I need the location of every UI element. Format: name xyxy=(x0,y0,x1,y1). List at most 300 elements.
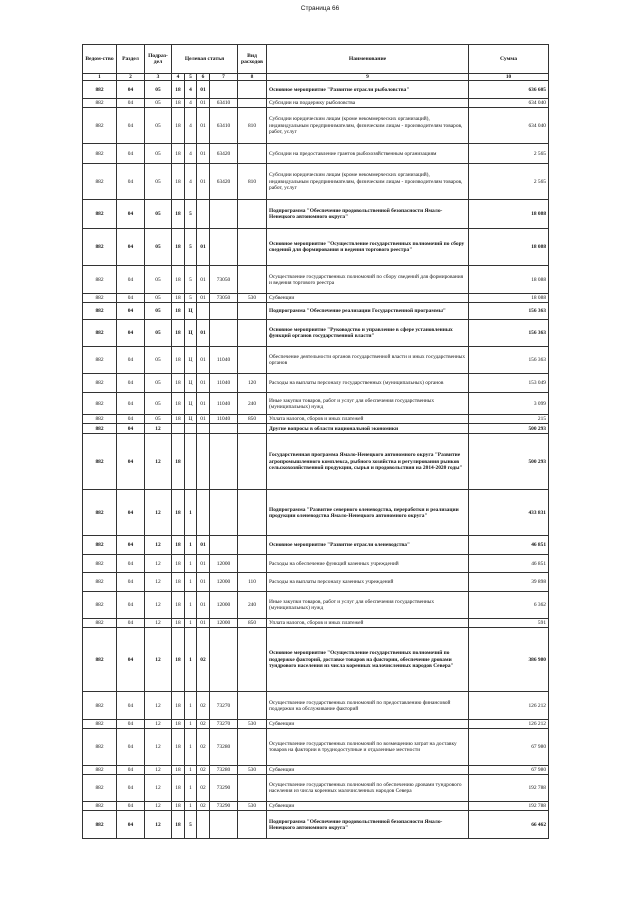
name-cell: Подпрограмма "Обеспечение продовольственной безопасности Ямало-Ненецкого автономного округа" xyxy=(267,200,469,229)
sum-cell: 192 788 xyxy=(469,802,549,811)
table-row xyxy=(83,200,549,229)
event-cell: 01 xyxy=(197,415,210,424)
table-row xyxy=(83,555,549,573)
program-cell: 18 xyxy=(172,766,185,775)
vid-cell xyxy=(238,775,267,802)
subprogram-cell: 1 xyxy=(185,573,197,592)
razdel-cell: 04 xyxy=(117,729,145,766)
ved-cell: 882 xyxy=(83,424,117,434)
direction-cell: 11040 xyxy=(210,415,238,424)
ved-cell: 882 xyxy=(83,729,117,766)
direction-cell xyxy=(210,490,238,536)
subprogram-cell: 5 xyxy=(185,200,197,229)
header-ved: Ведом-ство xyxy=(83,45,117,74)
sum-cell: 2 565 xyxy=(469,164,549,200)
podrazdel-cell: 05 xyxy=(145,200,172,229)
vid-cell xyxy=(238,144,267,164)
ved-cell: 882 xyxy=(83,393,117,415)
ved-cell: 882 xyxy=(83,294,117,303)
program-cell: 18 xyxy=(172,200,185,229)
direction-cell: 12000 xyxy=(210,555,238,573)
event-cell xyxy=(197,303,210,320)
sum-cell: 18 088 xyxy=(469,200,549,229)
direction-cell xyxy=(210,303,238,320)
direction-cell: 73050 xyxy=(210,266,238,294)
vid-cell xyxy=(238,692,267,720)
header-target-article: Целевая статья xyxy=(172,45,238,74)
razdel-cell: 04 xyxy=(117,573,145,592)
vid-cell xyxy=(238,811,267,839)
podrazdel-cell: 05 xyxy=(145,294,172,303)
program-cell: 18 xyxy=(172,393,185,415)
razdel-cell: 04 xyxy=(117,592,145,619)
podrazdel-cell: 12 xyxy=(145,490,172,536)
sum-cell: 153 049 xyxy=(469,374,549,393)
direction-cell: 63420 xyxy=(210,144,238,164)
subprogram-cell: 1 xyxy=(185,536,197,555)
table-row xyxy=(83,811,549,839)
event-cell xyxy=(197,490,210,536)
subprogram-cell: 4 xyxy=(185,164,197,200)
program-cell: 18 xyxy=(172,490,185,536)
program-cell: 18 xyxy=(172,374,185,393)
header-razdel: Раздел xyxy=(117,45,145,74)
column-number: 7 xyxy=(210,74,238,81)
column-number: 1 xyxy=(83,74,117,81)
column-number: 10 xyxy=(469,74,549,81)
header-name: Наименование xyxy=(267,45,469,74)
subprogram-cell: 5 xyxy=(185,266,197,294)
table-row xyxy=(83,393,549,415)
vid-cell: 850 xyxy=(238,415,267,424)
event-cell: 01 xyxy=(197,573,210,592)
table-row xyxy=(83,99,549,108)
sum-cell: 2 565 xyxy=(469,144,549,164)
subprogram-cell: 5 xyxy=(185,294,197,303)
vid-cell xyxy=(238,303,267,320)
direction-cell xyxy=(210,628,238,692)
subprogram-cell: 1 xyxy=(185,555,197,573)
direction-cell: 73050 xyxy=(210,294,238,303)
ved-cell: 882 xyxy=(83,573,117,592)
name-cell: Другие вопросы в области национальной экономики xyxy=(267,424,469,434)
razdel-cell: 04 xyxy=(117,720,145,729)
direction-cell xyxy=(210,229,238,266)
event-cell: 02 xyxy=(197,775,210,802)
ved-cell: 882 xyxy=(83,415,117,424)
podrazdel-cell: 05 xyxy=(145,347,172,374)
sum-cell: 3 099 xyxy=(469,393,549,415)
name-cell: Основное мероприятие "Осуществление государственных полномочий по поддержке факторий, доставке товаров на фактории, обеспечение дровами тундрового населения из числа коренных малочисленных народов Севера" xyxy=(267,628,469,692)
event-cell: 01 xyxy=(197,536,210,555)
direction-cell: 73290 xyxy=(210,775,238,802)
program-cell: 18 xyxy=(172,573,185,592)
vid-cell xyxy=(238,729,267,766)
event-cell: 01 xyxy=(197,229,210,266)
table-row xyxy=(83,266,549,294)
event-cell: 01 xyxy=(197,108,210,144)
table-row xyxy=(83,536,549,555)
ved-cell: 882 xyxy=(83,347,117,374)
razdel-cell: 04 xyxy=(117,434,145,490)
event-cell: 01 xyxy=(197,164,210,200)
razdel-cell: 04 xyxy=(117,164,145,200)
vid-cell: 810 xyxy=(238,108,267,144)
podrazdel-cell: 12 xyxy=(145,729,172,766)
sum-cell: 634 040 xyxy=(469,99,549,108)
vid-cell: 110 xyxy=(238,573,267,592)
program-cell: 18 xyxy=(172,692,185,720)
ved-cell: 882 xyxy=(83,229,117,266)
vid-cell xyxy=(238,200,267,229)
vid-cell xyxy=(238,229,267,266)
ved-cell: 882 xyxy=(83,766,117,775)
table-body xyxy=(83,81,549,839)
vid-cell xyxy=(238,347,267,374)
name-cell: Расходы на выплаты персоналу государственных (муниципальных) органов xyxy=(267,374,469,393)
event-cell: 02 xyxy=(197,729,210,766)
ved-cell: 882 xyxy=(83,555,117,573)
podrazdel-cell: 12 xyxy=(145,766,172,775)
podrazdel-cell: 12 xyxy=(145,720,172,729)
table-row xyxy=(83,108,549,144)
event-cell: 01 xyxy=(197,374,210,393)
event-cell: 02 xyxy=(197,628,210,692)
program-cell: 18 xyxy=(172,144,185,164)
event-cell: 01 xyxy=(197,619,210,628)
vid-cell: 530 xyxy=(238,720,267,729)
program-cell: 18 xyxy=(172,229,185,266)
program-cell: 18 xyxy=(172,294,185,303)
razdel-cell: 04 xyxy=(117,802,145,811)
ved-cell: 882 xyxy=(83,434,117,490)
subprogram-cell: 4 xyxy=(185,144,197,164)
subprogram-cell: 1 xyxy=(185,592,197,619)
name-cell: Субсидии на поддержку рыболовства xyxy=(267,99,469,108)
name-cell: Субсидии на предоставление грантов рыбохозяйственным организациям xyxy=(267,144,469,164)
ved-cell: 882 xyxy=(83,692,117,720)
subprogram-cell: 1 xyxy=(185,775,197,802)
podrazdel-cell: 12 xyxy=(145,628,172,692)
vid-cell xyxy=(238,81,267,99)
podrazdel-cell: 05 xyxy=(145,415,172,424)
sum-cell: 126 212 xyxy=(469,720,549,729)
subprogram-cell: 5 xyxy=(185,229,197,266)
razdel-cell: 04 xyxy=(117,775,145,802)
ved-cell: 882 xyxy=(83,490,117,536)
program-cell: 18 xyxy=(172,164,185,200)
podrazdel-cell: 12 xyxy=(145,802,172,811)
program-cell: 18 xyxy=(172,619,185,628)
subprogram-cell: Ц xyxy=(185,347,197,374)
column-number: 6 xyxy=(197,74,210,81)
razdel-cell: 04 xyxy=(117,619,145,628)
program-cell: 18 xyxy=(172,320,185,347)
ved-cell: 882 xyxy=(83,628,117,692)
vid-cell: 850 xyxy=(238,619,267,628)
column-number: 8 xyxy=(238,74,267,81)
subprogram-cell: Ц xyxy=(185,320,197,347)
subprogram-cell: 4 xyxy=(185,81,197,99)
name-cell: Основное мероприятие "Руководство и управление в сфере установленных функций органов государственной власти" xyxy=(267,320,469,347)
ved-cell: 882 xyxy=(83,200,117,229)
vid-cell: 530 xyxy=(238,802,267,811)
name-cell: Расходы на обеспечение функций казенных учреждений xyxy=(267,555,469,573)
vid-cell xyxy=(238,536,267,555)
razdel-cell: 04 xyxy=(117,200,145,229)
sum-cell: 46 851 xyxy=(469,536,549,555)
program-cell: 18 xyxy=(172,729,185,766)
name-cell: Подпрограмма "Обеспечение реализации Государственной программы" xyxy=(267,303,469,320)
vid-cell xyxy=(238,320,267,347)
direction-cell: 73270 xyxy=(210,720,238,729)
table-row xyxy=(83,164,549,200)
ved-cell: 882 xyxy=(83,164,117,200)
podrazdel-cell: 05 xyxy=(145,303,172,320)
table-row xyxy=(83,692,549,720)
table-row xyxy=(83,802,549,811)
name-cell: Обеспечение деятельности органов государственной власти и иных государственных органов xyxy=(267,347,469,374)
sum-cell: 500 293 xyxy=(469,424,549,434)
name-cell: Субвенции xyxy=(267,802,469,811)
event-cell: 01 xyxy=(197,555,210,573)
razdel-cell: 04 xyxy=(117,81,145,99)
table-row xyxy=(83,592,549,619)
name-cell: Основное мероприятие "Осуществление государственных полномочий по сбору сведений для формирования и ведения торгового реестра" xyxy=(267,229,469,266)
razdel-cell: 04 xyxy=(117,415,145,424)
table-row xyxy=(83,303,549,320)
podrazdel-cell: 05 xyxy=(145,393,172,415)
event-cell: 02 xyxy=(197,692,210,720)
column-number: 9 xyxy=(267,74,469,81)
sum-cell: 156 363 xyxy=(469,303,549,320)
podrazdel-cell: 05 xyxy=(145,229,172,266)
name-cell: Основное мероприятие "Развитие отрасли рыболовства" xyxy=(267,81,469,99)
subprogram-cell: Ц xyxy=(185,303,197,320)
name-cell: Осуществление государственных полномочий по предоставлению финансовой поддержки на обслуживание факторий xyxy=(267,692,469,720)
podrazdel-cell: 05 xyxy=(145,99,172,108)
table-row xyxy=(83,229,549,266)
event-cell: 01 xyxy=(197,266,210,294)
sum-cell: 636 605 xyxy=(469,81,549,99)
ved-cell: 882 xyxy=(83,811,117,839)
podrazdel-cell: 12 xyxy=(145,536,172,555)
ved-cell: 882 xyxy=(83,536,117,555)
sum-cell: 46 851 xyxy=(469,555,549,573)
name-cell: Субвенции xyxy=(267,766,469,775)
table-row xyxy=(83,720,549,729)
program-cell: 18 xyxy=(172,592,185,619)
table-row xyxy=(83,619,549,628)
ved-cell: 882 xyxy=(83,720,117,729)
subprogram-cell xyxy=(185,434,197,490)
razdel-cell: 04 xyxy=(117,320,145,347)
razdel-cell: 04 xyxy=(117,108,145,144)
razdel-cell: 04 xyxy=(117,99,145,108)
ved-cell: 882 xyxy=(83,108,117,144)
event-cell: 01 xyxy=(197,294,210,303)
podrazdel-cell: 12 xyxy=(145,692,172,720)
event-cell: 01 xyxy=(197,81,210,99)
direction-cell: 73270 xyxy=(210,692,238,720)
name-cell: Осуществление государственных полномочий по возмещению затрат на доставку товаров на фактории в труднодоступные и отдаленные местности xyxy=(267,729,469,766)
vid-cell xyxy=(238,99,267,108)
program-cell: 18 xyxy=(172,628,185,692)
ved-cell: 882 xyxy=(83,374,117,393)
sum-cell: 18 088 xyxy=(469,229,549,266)
table-row xyxy=(83,347,549,374)
program-cell: 18 xyxy=(172,536,185,555)
podrazdel-cell: 05 xyxy=(145,164,172,200)
podrazdel-cell: 12 xyxy=(145,592,172,619)
table-row xyxy=(83,320,549,347)
sum-cell: 591 xyxy=(469,619,549,628)
sum-cell: 156 363 xyxy=(469,347,549,374)
vid-cell: 240 xyxy=(238,592,267,619)
sum-cell: 66 462 xyxy=(469,811,549,839)
ved-cell: 882 xyxy=(83,266,117,294)
direction-cell: 11040 xyxy=(210,374,238,393)
podrazdel-cell: 12 xyxy=(145,619,172,628)
podrazdel-cell: 05 xyxy=(145,266,172,294)
subprogram-cell: 1 xyxy=(185,490,197,536)
sum-cell: 39 898 xyxy=(469,573,549,592)
podrazdel-cell: 05 xyxy=(145,108,172,144)
header-vid-rashodov: Вид расходов xyxy=(238,45,267,74)
subprogram-cell: 1 xyxy=(185,802,197,811)
column-number-row xyxy=(83,74,549,81)
program-cell: 18 xyxy=(172,811,185,839)
subprogram-cell: 1 xyxy=(185,729,197,766)
subprogram-cell: 5 xyxy=(185,811,197,839)
program-cell: 18 xyxy=(172,266,185,294)
ved-cell: 882 xyxy=(83,592,117,619)
direction-cell xyxy=(210,811,238,839)
vid-cell xyxy=(238,628,267,692)
sum-cell: 215 xyxy=(469,415,549,424)
razdel-cell: 04 xyxy=(117,144,145,164)
direction-cell: 73280 xyxy=(210,766,238,775)
name-cell: Осуществление государственных полномочий по обеспечению дровами тундрового населения из числа коренных малочисленных народов Севера xyxy=(267,775,469,802)
razdel-cell: 04 xyxy=(117,303,145,320)
table-row xyxy=(83,294,549,303)
name-cell: Субсидии юридическим лицам (кроме некоммерческих организаций), индивидуальным предпринимателям, физическим лицам - производителям товаров, работ, услуг xyxy=(267,108,469,144)
name-cell: Подпрограмма "Развитие северного оленеводства, переработки и реализации продукции оленеводства Ямало-Ненецкого автономного округа" xyxy=(267,490,469,536)
event-cell: 02 xyxy=(197,766,210,775)
sum-cell: 18 088 xyxy=(469,294,549,303)
column-number: 5 xyxy=(185,74,197,81)
razdel-cell: 04 xyxy=(117,811,145,839)
razdel-cell: 04 xyxy=(117,536,145,555)
column-number: 4 xyxy=(172,74,185,81)
razdel-cell: 04 xyxy=(117,555,145,573)
ved-cell: 882 xyxy=(83,320,117,347)
name-cell: Расходы на выплаты персоналу казенных учреждений xyxy=(267,573,469,592)
vid-cell: 810 xyxy=(238,164,267,200)
direction-cell: 63410 xyxy=(210,99,238,108)
direction-cell: 73280 xyxy=(210,729,238,766)
podrazdel-cell: 05 xyxy=(145,81,172,99)
sum-cell: 6 362 xyxy=(469,592,549,619)
vid-cell xyxy=(238,490,267,536)
vid-cell: 530 xyxy=(238,294,267,303)
subprogram-cell: 4 xyxy=(185,108,197,144)
subprogram-cell: 1 xyxy=(185,692,197,720)
program-cell: 18 xyxy=(172,720,185,729)
table-row xyxy=(83,434,549,490)
direction-cell xyxy=(210,536,238,555)
event-cell xyxy=(197,424,210,434)
program-cell: 18 xyxy=(172,555,185,573)
column-number: 3 xyxy=(145,74,172,81)
razdel-cell: 04 xyxy=(117,424,145,434)
podrazdel-cell: 12 xyxy=(145,811,172,839)
event-cell xyxy=(197,434,210,490)
name-cell: Иные закупки товаров, работ и услуг для обеспечения государственных (муниципальных) нужд xyxy=(267,393,469,415)
razdel-cell: 04 xyxy=(117,490,145,536)
table-row xyxy=(83,374,549,393)
name-cell: Основное мероприятие "Развитие отрасли оленеводства" xyxy=(267,536,469,555)
name-cell: Государственная программа Ямало-Ненецкого автономного округа "Развитие агропромышленного комплекса, рыбного хозяйства и регулирования рынков сельскохозяйственной продукции, сырья и продовольствия на 2014-2020 годы" xyxy=(267,434,469,490)
name-cell: Уплата налогов, сборов и иных платежей xyxy=(267,415,469,424)
sum-cell: 156 363 xyxy=(469,320,549,347)
name-cell: Иные закупки товаров, работ и услуг для обеспечения государственных (муниципальных) нужд xyxy=(267,592,469,619)
name-cell: Субвенции xyxy=(267,294,469,303)
direction-cell: 63410 xyxy=(210,108,238,144)
ved-cell: 882 xyxy=(83,303,117,320)
sum-cell: 500 293 xyxy=(469,434,549,490)
sum-cell: 67 980 xyxy=(469,729,549,766)
direction-cell: 73290 xyxy=(210,802,238,811)
program-cell: 18 xyxy=(172,99,185,108)
razdel-cell: 04 xyxy=(117,294,145,303)
event-cell: 02 xyxy=(197,720,210,729)
table-row xyxy=(83,573,549,592)
table-row xyxy=(83,81,549,99)
podrazdel-cell: 12 xyxy=(145,573,172,592)
razdel-cell: 04 xyxy=(117,393,145,415)
subprogram-cell xyxy=(185,424,197,434)
budget-table xyxy=(82,44,549,839)
sum-cell: 634 040 xyxy=(469,108,549,144)
razdel-cell: 04 xyxy=(117,692,145,720)
direction-cell xyxy=(210,320,238,347)
podrazdel-cell: 12 xyxy=(145,555,172,573)
program-cell: 18 xyxy=(172,303,185,320)
table-row xyxy=(83,729,549,766)
vid-cell: 530 xyxy=(238,766,267,775)
vid-cell xyxy=(238,434,267,490)
page-header: Страница 66 xyxy=(300,5,340,12)
ved-cell: 882 xyxy=(83,802,117,811)
razdel-cell: 04 xyxy=(117,347,145,374)
ved-cell: 882 xyxy=(83,619,117,628)
name-cell: Осуществление государственных полномочий по сбору сведений для формирования и ведения торгового реестра xyxy=(267,266,469,294)
subprogram-cell: Ц xyxy=(185,374,197,393)
table-row xyxy=(83,490,549,536)
sum-cell: 67 980 xyxy=(469,766,549,775)
direction-cell xyxy=(210,81,238,99)
sum-cell: 386 980 xyxy=(469,628,549,692)
podrazdel-cell: 12 xyxy=(145,424,172,434)
subprogram-cell: 4 xyxy=(185,99,197,108)
table-row xyxy=(83,766,549,775)
subprogram-cell: Ц xyxy=(185,393,197,415)
podrazdel-cell: 12 xyxy=(145,775,172,802)
sum-cell: 433 831 xyxy=(469,490,549,536)
subprogram-cell: 1 xyxy=(185,628,197,692)
razdel-cell: 04 xyxy=(117,628,145,692)
